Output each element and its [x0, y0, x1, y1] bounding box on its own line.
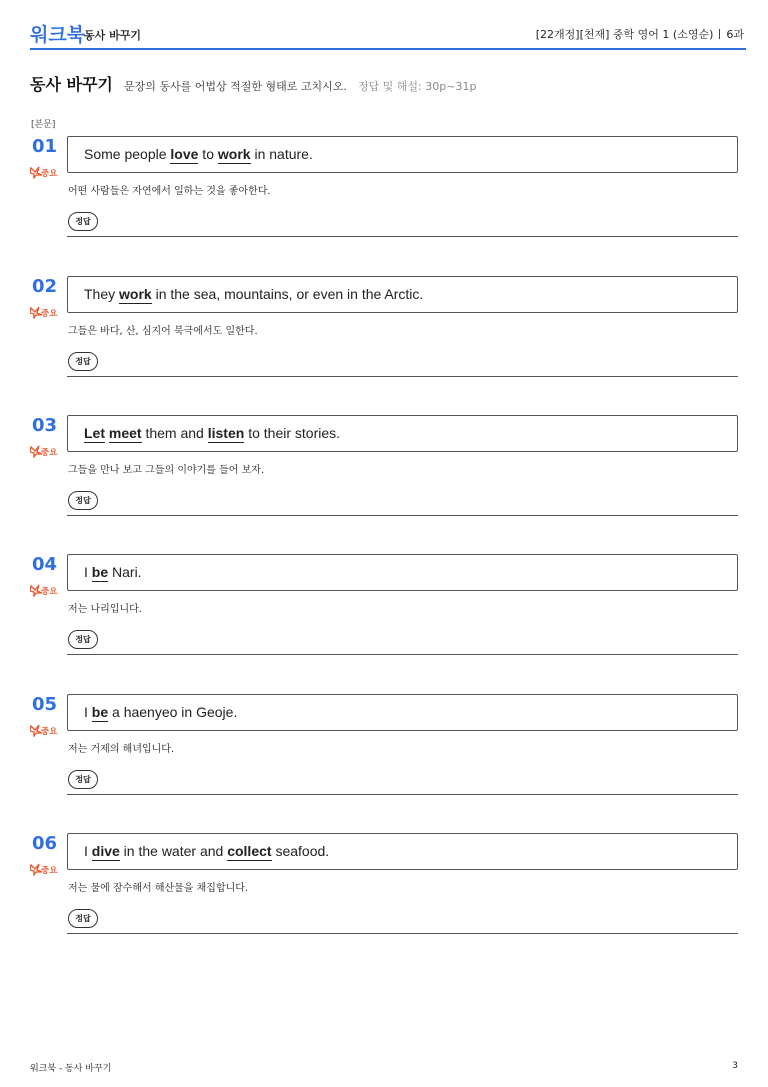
course-info	[536, 26, 744, 42]
brand-logo: 워크북	[30, 24, 86, 46]
important-badge	[30, 304, 60, 318]
sentence-text: I	[84, 564, 92, 580]
sentence-box	[67, 833, 738, 870]
question-item	[30, 276, 738, 380]
page-title: 동사 바꾸기	[30, 75, 113, 94]
important-icon	[30, 583, 60, 597]
sentence-text: in the water and	[119, 843, 228, 859]
important-icon	[30, 305, 60, 319]
sentence-text: Nari.	[108, 564, 142, 580]
verb-to-change: Let	[84, 425, 105, 441]
sentence-text: a haenyeo in Geoje.	[108, 704, 238, 720]
sentence-text: seafood.	[271, 843, 330, 859]
important-label: 중요	[41, 866, 58, 876]
question-item	[30, 694, 738, 798]
sentence-box	[67, 276, 738, 313]
question-item	[30, 136, 738, 240]
brand-subtitle: 동사 바꾸기	[84, 29, 141, 42]
question-item	[30, 833, 738, 937]
answer-label: 정답	[68, 212, 98, 231]
korean-translation: 저는 거제의 해녀입니다.	[68, 744, 175, 755]
answer-line	[67, 794, 738, 795]
korean-translation: 저는 나리입니다.	[68, 604, 142, 615]
question-item	[30, 554, 738, 658]
footer-title: 워크북 - 동사 바꾸기	[30, 1064, 112, 1074]
important-icon	[30, 444, 60, 458]
answer-line	[67, 236, 738, 237]
sentence-box	[67, 694, 738, 731]
korean-translation: 저는 물에 잠수해서 해산물을 채집합니다.	[68, 883, 249, 894]
page-title-row	[30, 72, 746, 96]
answer-label: 정답	[68, 630, 98, 649]
instruction-text: 문장의 동사를 어법상 적절한 형태로 고치시오.	[123, 80, 347, 93]
course-name: [22개정][천재] 중학 영어 1 (소영순)	[535, 28, 714, 41]
lesson-number: 6과	[726, 28, 744, 41]
verb-to-change: be	[91, 564, 109, 580]
sentence-text: to their stories.	[244, 425, 341, 441]
answer-line	[67, 515, 738, 516]
question-number: 06	[32, 833, 58, 854]
important-badge	[30, 443, 60, 457]
question-number: 03	[32, 415, 58, 436]
verb-to-change: work	[217, 146, 251, 162]
answer-label: 정답	[68, 909, 98, 928]
answer-reference: 정답 및 해설: 30p~31p	[357, 80, 477, 93]
answer-line	[67, 933, 738, 934]
important-label: 중요	[41, 448, 58, 458]
verb-to-change: meet	[108, 425, 142, 441]
verb-to-change: listen	[207, 425, 245, 441]
important-badge	[30, 861, 60, 875]
question-number: 04	[32, 554, 58, 575]
sentence-box	[67, 554, 738, 591]
important-label: 중요	[41, 169, 58, 179]
verb-to-change: collect	[227, 843, 272, 859]
sentence-box	[67, 415, 738, 452]
important-icon	[30, 165, 60, 179]
korean-translation: 그들은 바다, 산, 심지어 북극에서도 일한다.	[68, 326, 258, 337]
question-number: 02	[32, 276, 58, 297]
important-label: 중요	[41, 727, 58, 737]
verb-to-change: be	[91, 704, 109, 720]
verb-to-change: work	[119, 286, 152, 302]
answer-label: 정답	[68, 352, 98, 371]
sentence-text: They	[84, 286, 120, 302]
answer-line	[67, 654, 738, 655]
important-badge	[30, 582, 60, 596]
section-label: [본문]	[31, 120, 56, 130]
sentence-text: in the sea, mountains, or even in the Arctic.	[151, 286, 424, 302]
important-label: 중요	[41, 587, 58, 597]
sentence-text: to	[198, 146, 218, 162]
page-number: 3	[732, 1061, 738, 1071]
question-number: 01	[32, 136, 58, 157]
sentence-text: I	[84, 704, 92, 720]
question-item	[30, 415, 738, 519]
sentence-text: in nature.	[250, 146, 313, 162]
sentence-text: them and	[141, 425, 208, 441]
sentence-text: Some people	[84, 146, 171, 162]
header-separator	[719, 29, 720, 39]
answer-line	[67, 376, 738, 377]
korean-translation: 어떤 사람들은 자연에서 일하는 것을 좋아한다.	[68, 186, 271, 197]
answer-label: 정답	[68, 770, 98, 789]
important-icon	[30, 862, 60, 876]
korean-translation: 그들을 만나 보고 그들의 이야기를 들어 보자.	[68, 465, 265, 476]
important-badge	[30, 164, 60, 178]
sentence-box	[67, 136, 738, 173]
answer-label: 정답	[68, 491, 98, 510]
important-badge	[30, 722, 60, 736]
page-header	[30, 20, 746, 50]
verb-to-change: love	[170, 146, 199, 162]
important-label: 중요	[41, 309, 58, 319]
verb-to-change: dive	[91, 843, 120, 859]
important-icon	[30, 723, 60, 737]
sentence-text: I	[84, 843, 92, 859]
question-number: 05	[32, 694, 58, 715]
